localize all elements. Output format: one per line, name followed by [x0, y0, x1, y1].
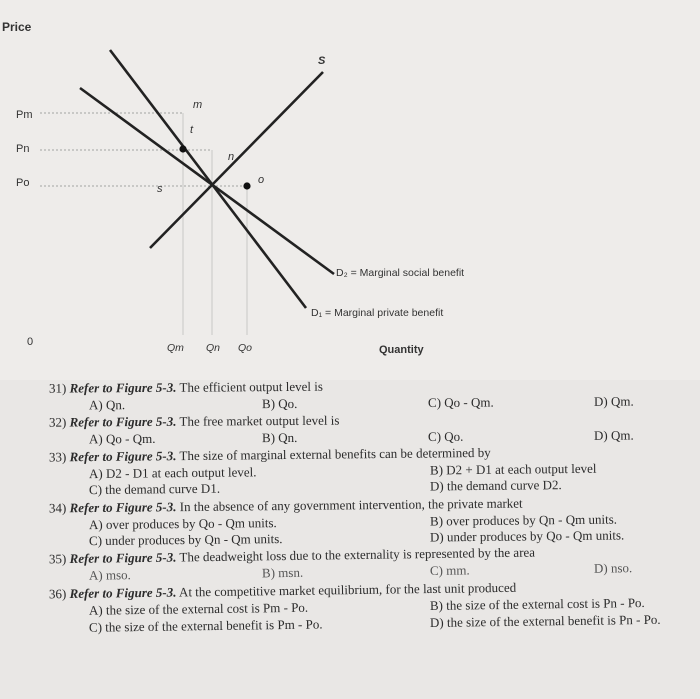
question-text: In the absence of any government intervention, the private market — [176, 495, 523, 515]
figure-reference: Refer to Figure 5-3. — [69, 413, 177, 430]
d1-label: D₁ = Marginal private benefit — [311, 307, 444, 319]
price-label-pm: Pm — [16, 109, 33, 121]
figure-reference: Refer to Figure 5-3. — [69, 448, 177, 465]
option-c[interactable]: C) mm. — [429, 562, 470, 578]
option-a[interactable]: A) the size of the external cost is Pm - Po. — [88, 599, 309, 618]
option-c[interactable]: C) Qo. — [427, 428, 464, 445]
option-c[interactable]: C) the demand curve D1. — [88, 480, 221, 498]
option-a[interactable]: A) Qn. — [88, 397, 126, 413]
option-a[interactable]: A) Qo - Qm. — [88, 430, 156, 447]
point-label-t: t — [190, 124, 194, 136]
point-label-n: n — [228, 151, 235, 163]
option-c[interactable]: C) Qo - Qm. — [427, 394, 494, 411]
option-d[interactable]: D) Qm. — [593, 393, 634, 409]
point-t-dot — [179, 145, 186, 152]
option-b[interactable]: B) msn. — [261, 564, 304, 581]
origin-label: 0 — [27, 336, 34, 348]
question-31-options — [0, 394, 700, 413]
question-number: 32) — [48, 414, 67, 430]
figure-reference: Refer to Figure 5-3. — [69, 549, 177, 567]
question-text: The size of marginal external benefits can be determined by — [176, 444, 491, 464]
option-b[interactable]: B) Qn. — [261, 429, 298, 446]
quantity-label-qm: Qm — [167, 342, 184, 354]
option-c[interactable]: C) the size of the external benefit is Pm - Po. — [88, 616, 323, 635]
option-b[interactable]: B) over produces by Qn - Qm units. — [429, 511, 618, 529]
point-label-o: o — [258, 174, 265, 186]
question-text: The deadweight loss due to the externality is represented by the area — [176, 544, 536, 565]
question-text: The efficient output level is — [176, 378, 323, 395]
question-number: 36) — [48, 586, 67, 602]
option-d[interactable]: D) Qm. — [593, 427, 634, 443]
figure-reference: Refer to Figure 5-3. — [69, 584, 177, 602]
point-o-dot — [243, 182, 250, 189]
quantity-axis-label: Quantity — [379, 344, 424, 356]
question-text: The free market output level is — [176, 412, 340, 429]
d2-label: D₂ = Marginal social benefit — [336, 267, 465, 279]
option-a[interactable]: A) mso. — [88, 567, 131, 583]
price-label-pn: Pn — [16, 143, 30, 155]
question-text: At the competitive market equilibrium, for the last unit produced — [176, 579, 517, 600]
price-label-po: Po — [16, 177, 30, 189]
point-label-m: m — [193, 99, 203, 111]
question-number: 31) — [48, 380, 67, 396]
question-number: 35) — [48, 551, 67, 567]
question-number: 34) — [48, 500, 67, 516]
option-b[interactable]: B) Qo. — [261, 395, 298, 412]
option-d[interactable]: D) the demand curve D2. — [429, 477, 562, 494]
price-axis-label: Price — [2, 20, 32, 34]
figure-reference: Refer to Figure 5-3. — [69, 499, 177, 516]
option-c[interactable]: C) under produces by Qn - Qm units. — [88, 531, 283, 549]
point-label-s: s — [157, 183, 163, 195]
option-d[interactable]: D) the size of the external benefit is Pn - Po. — [429, 611, 661, 630]
option-d[interactable]: D) under produces by Qo - Qm units. — [429, 527, 625, 545]
supply-label: S — [318, 55, 326, 67]
quantity-label-qn: Qn — [206, 342, 221, 354]
quantity-label-qo: Qo — [238, 342, 253, 354]
option-b[interactable]: B) the size of the external cost is Pn - Po. — [429, 594, 645, 613]
option-d[interactable]: D) nso. — [593, 560, 633, 576]
option-a[interactable]: A) over produces by Qo - Qm units. — [88, 515, 277, 533]
figure-reference: Refer to Figure 5-3. — [69, 379, 177, 396]
option-b[interactable]: B) D2 + D1 at each output level — [429, 460, 597, 478]
option-a[interactable]: A) D2 - D1 at each output level. — [88, 464, 257, 482]
question-number: 33) — [48, 449, 67, 465]
